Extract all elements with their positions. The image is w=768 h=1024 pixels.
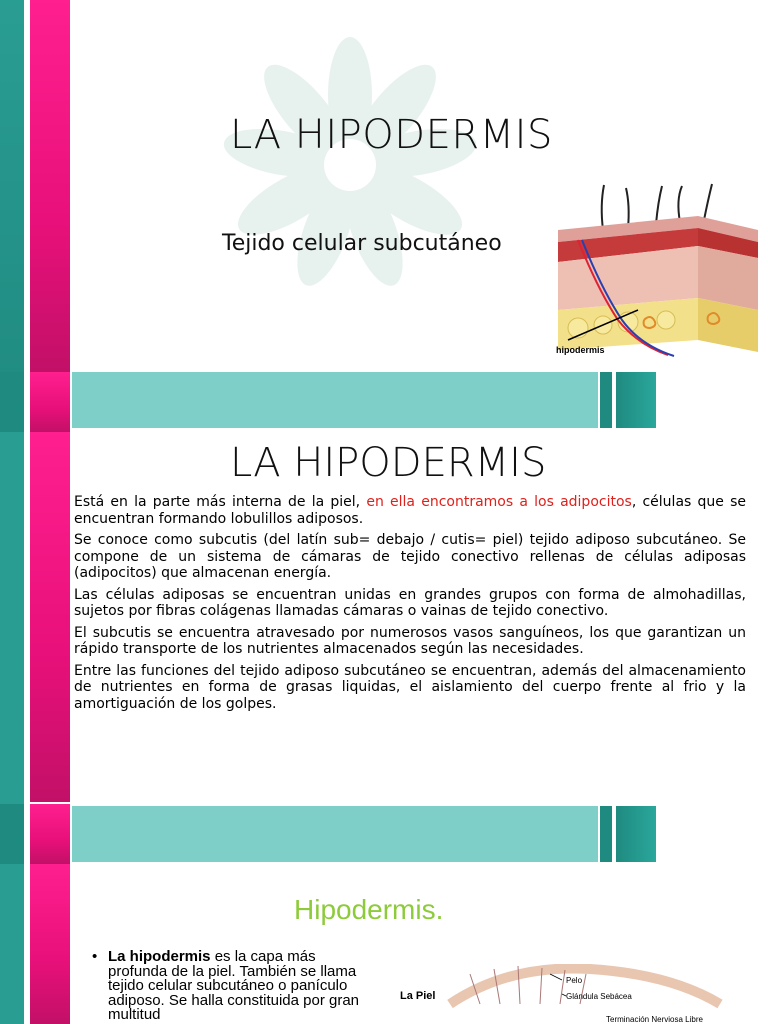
paragraph-4: El subcutis se encuentra atravesado por numerosos vasos sanguíneos, los que garantizan un rápido transporte de los nutrientes almacenados según las necesidades. bbox=[74, 624, 746, 657]
slide-1-title: LA HIPODERMIS bbox=[230, 112, 553, 158]
paragraph-3: Las células adiposas se encuentran unidas en grandes grupos con forma de almohadillas, sujetos por fibras colágenas llamadas cámaras o vainas de tejido conectivo. bbox=[74, 586, 746, 619]
left-pink-bar bbox=[30, 864, 70, 1024]
paragraph-1-text: Está en la parte más interna de la piel, bbox=[74, 494, 367, 510]
bottom-band-end bbox=[616, 372, 656, 428]
label-pelo: Pelo bbox=[566, 976, 583, 985]
decorative-flower-icon bbox=[215, 35, 485, 295]
paragraph-1 bbox=[74, 494, 746, 527]
bottom-band-stripe bbox=[600, 372, 612, 428]
left-pink-bar-lower bbox=[30, 372, 70, 432]
slide-1 bbox=[0, 0, 768, 432]
left-teal-bar-lower bbox=[0, 804, 24, 864]
paragraph-1-text-end: , células que se encuentran formando lobulillos adiposos. bbox=[74, 494, 746, 527]
hipodermis-label: hipodermis bbox=[556, 345, 605, 355]
bottom-band bbox=[72, 372, 598, 428]
slide-2-body bbox=[74, 494, 746, 717]
bottom-band-stripe bbox=[600, 806, 612, 862]
highlighted-text: en ella encontramos a los adipocitos bbox=[366, 494, 632, 510]
bullet-dot-icon: • bbox=[92, 948, 98, 965]
left-teal-bar bbox=[0, 432, 24, 864]
bottom-band-end bbox=[616, 806, 656, 862]
label-terminacion: Terminación Nerviosa Libre bbox=[606, 1015, 703, 1024]
slide-2-title: LA HIPODERMIS bbox=[230, 440, 547, 486]
left-teal-bar-lower bbox=[0, 372, 24, 432]
slide-2 bbox=[0, 432, 768, 864]
paragraph-5: Entre las funciones del tejido adiposo subcutáneo se encuentran, además del almacenamiento de nutrientes en forma de grasas liquidas, el aislamiento del cuerpo frente al frio y la amortiguación de los golpes. bbox=[74, 662, 746, 712]
left-pink-bar-lower bbox=[30, 804, 70, 864]
paragraph-2: Se conoce como subcutis (del latín sub= debajo / cutis= piel) tejido adiposo subcutáneo. Se compone de un sistema de cámaras de tejido conectivo rellenas de células adiposas (adipocitos) que almacenan energía. bbox=[74, 532, 746, 581]
left-teal-bar bbox=[0, 0, 24, 432]
figure-title: La Piel bbox=[400, 990, 436, 1002]
bullet-bold-text: La hipodermis bbox=[108, 948, 211, 965]
slide-3 bbox=[0, 864, 768, 1024]
skin-cross-section-image bbox=[548, 180, 763, 370]
left-pink-bar bbox=[30, 432, 70, 802]
bullet-item bbox=[92, 948, 368, 1023]
slide-3-title: Hipodermis. bbox=[294, 894, 444, 925]
left-pink-bar bbox=[30, 0, 70, 372]
bullet-text: es la capa más profunda de la piel. También se llama tejido celular subcutáneo o panículo adiposo. Se halla constituida por gran multitud bbox=[108, 948, 360, 1023]
bottom-band bbox=[72, 806, 598, 862]
label-glandula: Glándula Sebácea bbox=[566, 992, 632, 1001]
slide-1-subtitle: Tejido celular subcutáneo bbox=[222, 231, 502, 256]
left-teal-bar bbox=[0, 864, 24, 1024]
